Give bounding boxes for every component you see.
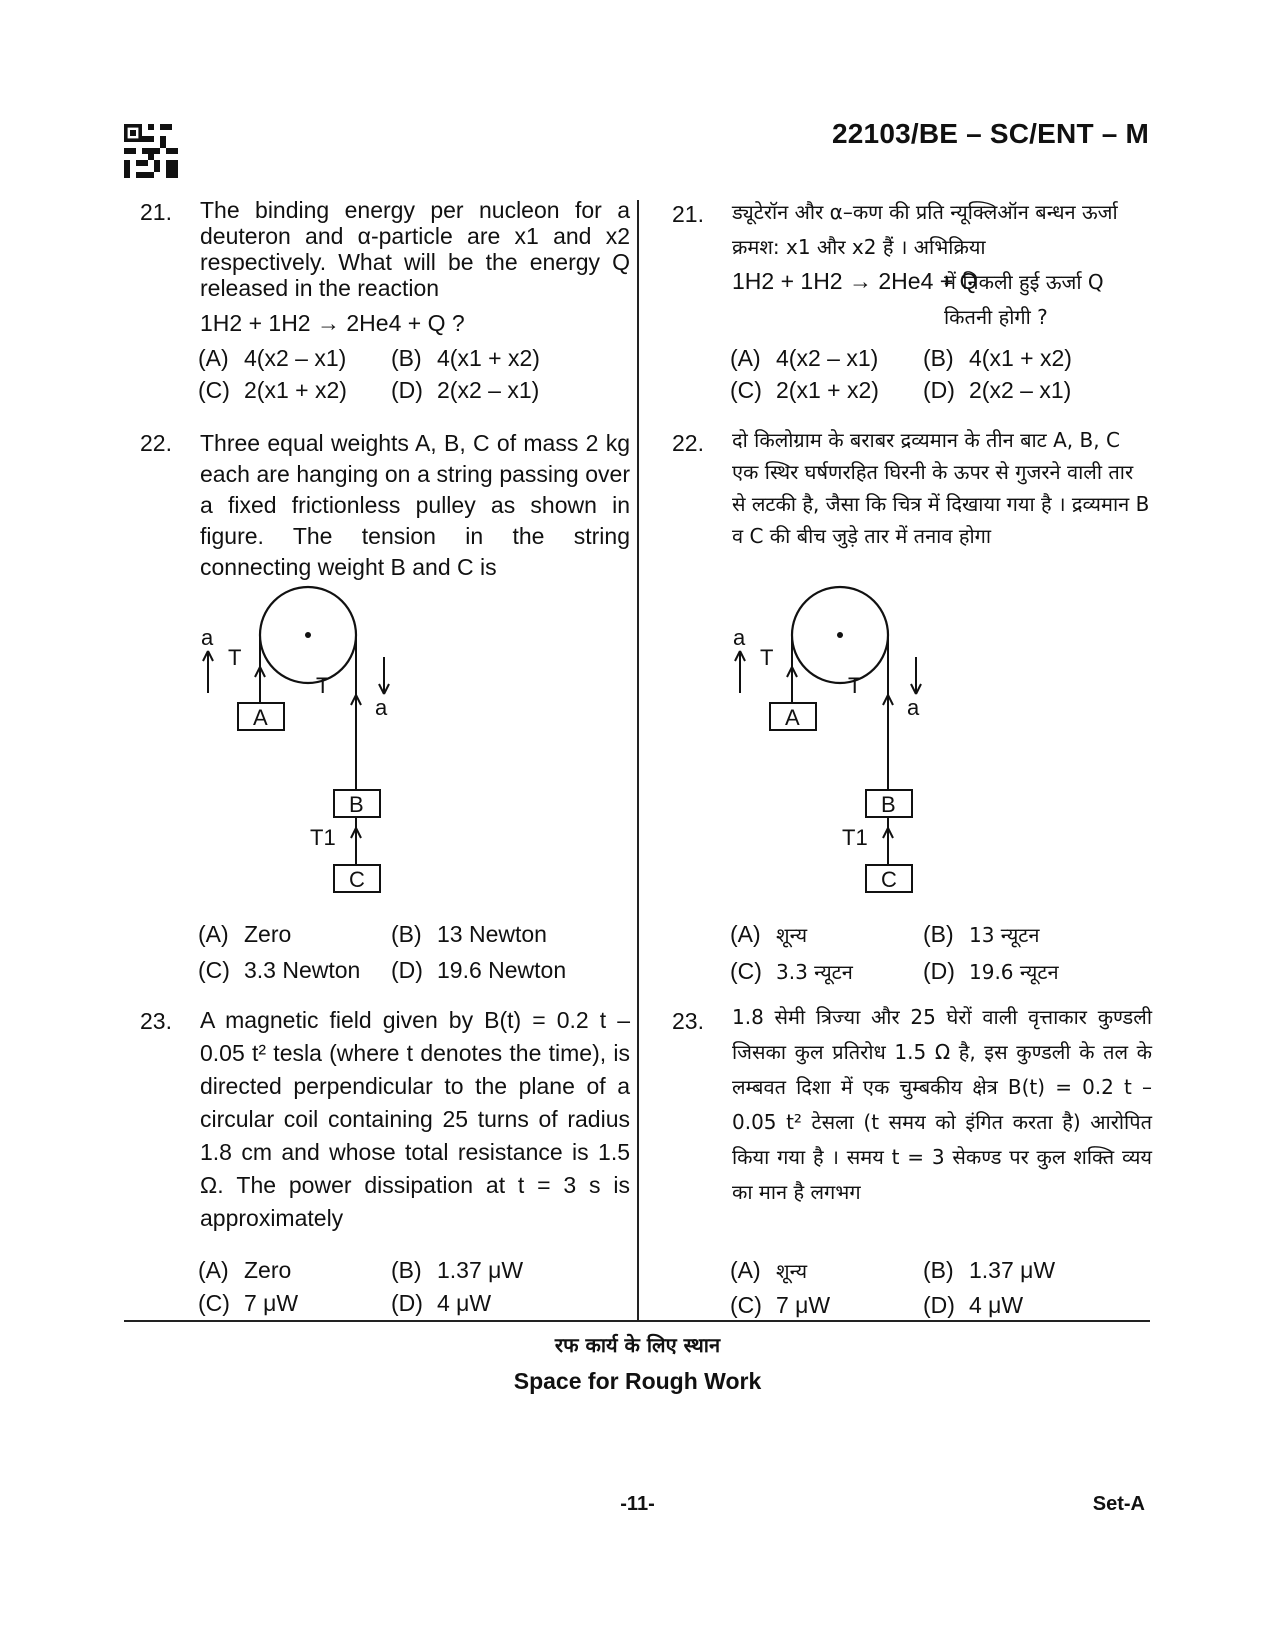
- option-d: 19.6 न्यूटन: [969, 960, 1059, 984]
- q23-number: 23.: [140, 1008, 172, 1034]
- hi-q23-number: 23.: [672, 1008, 704, 1034]
- fig-label-box-c: C: [349, 867, 365, 892]
- hi-q21-number: 21.: [672, 201, 704, 227]
- column-divider: [637, 200, 639, 1322]
- q22-number: 22.: [140, 430, 172, 456]
- option-a-label: (A): [730, 345, 761, 371]
- hi-q21-options: [730, 342, 1072, 406]
- set-label: Set-A: [1092, 1493, 1145, 1515]
- option-d-label: (D): [391, 1290, 423, 1316]
- option-b: 13 Newton: [437, 921, 547, 947]
- rough-work-english: Space for Rough Work: [513, 1368, 762, 1394]
- option-d-label: (D): [923, 1292, 955, 1318]
- hi-q21-text: ड्यूटेरॉन और α–कण की प्रति न्यूक्लिऑन बन्धन ऊर्जा क्रमश: x1 और x2 हैं । अभिक्रिया: [732, 200, 1118, 259]
- q21-equation: 1H2 + 1H2 → 2He4 + Q ?: [200, 310, 465, 336]
- option-a-label: (A): [198, 1257, 229, 1283]
- fig-label-box-b: B: [349, 792, 364, 817]
- option-d: 19.6 Newton: [437, 957, 567, 983]
- option-d: 2(x2 – x1): [969, 377, 1072, 403]
- fig-label-a-left: a: [733, 625, 746, 650]
- option-c: 3.3 Newton: [244, 957, 361, 983]
- option-b: 13 न्यूटन: [969, 923, 1040, 947]
- option-b-label: (B): [391, 921, 422, 947]
- option-c-label: (C): [730, 958, 762, 984]
- fig-label-box-a: A: [253, 705, 268, 730]
- option-a: Zero: [244, 1257, 292, 1283]
- option-b-label: (B): [923, 1257, 954, 1283]
- hi-q23-options: [730, 1254, 1055, 1322]
- qr-code: [124, 124, 178, 178]
- q21-number: 21.: [140, 199, 172, 225]
- q23-text: A magnetic field given by B(t) = 0.2 t – 0.05 t² tesla (where t denotes the time), is directed perpendicular to the plane of a circular coil containing 25 turns of radius 1.8 cm and whose total resistance is 1.5 Ω. The power dissipation at t = 3 s is approximately: [200, 1007, 630, 1231]
- option-a-label: (A): [198, 345, 229, 371]
- option-b-label: (B): [923, 921, 954, 947]
- option-c: 7 μW: [776, 1292, 831, 1318]
- fig-label-a-right: a: [907, 695, 920, 720]
- option-c-label: (C): [198, 377, 230, 403]
- option-b: 4(x1 + x2): [437, 345, 540, 371]
- option-a: Zero: [244, 921, 292, 947]
- option-d-label: (D): [391, 957, 423, 983]
- page-number: -11-: [620, 1493, 655, 1515]
- rough-work-rule: [124, 1320, 1150, 1322]
- q23-options: [198, 1254, 523, 1320]
- hi-q22-number: 22.: [672, 430, 704, 456]
- fig-label-t1: T1: [310, 825, 336, 850]
- option-a: शून्य: [776, 923, 808, 947]
- option-b-label: (B): [391, 345, 422, 371]
- option-c-label: (C): [730, 377, 762, 403]
- option-a-label: (A): [730, 921, 761, 947]
- hi-pulley-figure: [722, 585, 942, 915]
- fig-label-a-left: a: [201, 625, 214, 650]
- option-c: 2(x1 + x2): [776, 377, 879, 403]
- hi-q22-options: [730, 916, 1059, 990]
- q22-text: Three equal weights A, B, C of mass 2 kg each are hanging on a string passing over a fixed frictionless pulley as shown in figure. The tension in the string connecting weight B and C is: [200, 430, 630, 580]
- option-d-label: (D): [391, 377, 423, 403]
- fig-label-box-b: B: [881, 792, 896, 817]
- rough-work-hindi: रफ कार्य के लिए स्थान: [554, 1333, 721, 1357]
- q22-options: [198, 916, 566, 988]
- hi-q23-text: 1.8 सेमी त्रिज्या और 25 घेरों वाली वृत्ताकार कुण्डली जिसका कुल प्रतिरोध 1.5 Ω है, इस कुण्डली के तल के लम्बवत दिशा में एक चुम्बकीय क्षेत्र B(t) = 0.2 t – 0.05 t² टेसला (t समय को इंगित करता है) आरोपित किया गया है । समय t = 3 सेकण्ड पर कुल शक्ति व्यय का मान है लगभग: [732, 1005, 1152, 1204]
- q21-text: The binding energy per nucleon for a deuteron and α-particle are x1 and x2 respectively. What will be the energy Q released in the reaction: [200, 197, 630, 301]
- q21-options: [198, 342, 540, 406]
- option-b-label: (B): [923, 345, 954, 371]
- option-a-label: (A): [730, 1257, 761, 1283]
- fig-label-a-right: a: [375, 695, 388, 720]
- hi-q21-equation: 1H2 + 1H2 → 2He4 + Q: [732, 268, 978, 294]
- option-c-label: (C): [730, 1292, 762, 1318]
- option-d-label: (D): [923, 958, 955, 984]
- option-b: 4(x1 + x2): [969, 345, 1072, 371]
- fig-label-box-a: A: [785, 705, 800, 730]
- hi-q21-text2: में निकली हुई ऊर्जा Q कितनी होगी ?: [944, 270, 1104, 329]
- fig-label-t-right: T: [316, 673, 330, 698]
- option-b: 1.37 μW: [969, 1257, 1056, 1283]
- option-c: 7 μW: [244, 1290, 299, 1316]
- fig-label-t1: T1: [842, 825, 868, 850]
- option-b-label: (B): [391, 1257, 422, 1283]
- option-c: 2(x1 + x2): [244, 377, 347, 403]
- option-d-label: (D): [923, 377, 955, 403]
- option-b: 1.37 μW: [437, 1257, 524, 1283]
- option-c-label: (C): [198, 957, 230, 983]
- fig-label-t-right: T: [848, 673, 862, 698]
- option-a: शून्य: [776, 1259, 808, 1283]
- fig-label-box-c: C: [881, 867, 897, 892]
- hi-q22-text: दो किलोग्राम के बराबर द्रव्यमान के तीन बाट A, B, C एक स्थिर घर्षणरहित घिरनी के ऊपर से गुजरने वाली तार से लटकी है, जैसा कि चित्र में दिखाया गया है । द्रव्यमान B व C की बीच जुड़े तार में तनाव होगा: [732, 428, 1150, 548]
- option-d: 2(x2 – x1): [437, 377, 540, 403]
- option-c-label: (C): [198, 1290, 230, 1316]
- option-d: 4 μW: [969, 1292, 1024, 1318]
- option-a-label: (A): [198, 921, 229, 947]
- pulley-figure: [190, 585, 410, 915]
- option-c: 3.3 न्यूटन: [776, 960, 853, 984]
- fig-label-t-left: T: [760, 645, 774, 670]
- option-a: 4(x2 – x1): [776, 345, 879, 371]
- option-d: 4 μW: [437, 1290, 492, 1316]
- paper-code: 22103/BE – SC/ENT – M: [832, 118, 1149, 149]
- fig-label-t-left: T: [228, 645, 242, 670]
- option-a: 4(x2 – x1): [244, 345, 347, 371]
